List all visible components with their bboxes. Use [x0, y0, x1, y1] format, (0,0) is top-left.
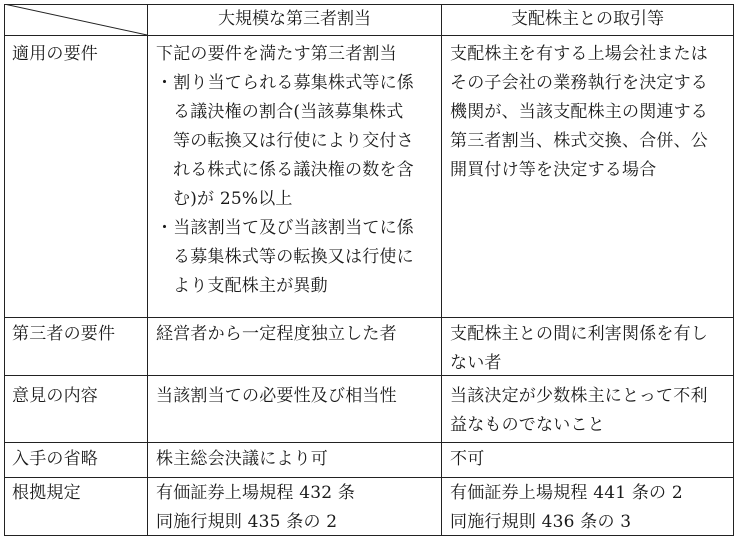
table-cell: 支配株主との間に利害関係を有し ない者: [450, 324, 708, 373]
table-cell: 有価証券上場規程 441 条の 2 同施行規則 436 条の 3: [450, 483, 683, 532]
table-cell: 経営者から一定程度独立した者: [156, 324, 397, 344]
table-cell: 当該決定が少数株主にとって不利 益なものでないこと: [450, 386, 708, 435]
row-label: 適用の要件: [12, 44, 98, 64]
table-cell: 下記の要件を満たす第三者割当 ・割り当てられる募集株式等に係 る議決権の割合(当該募集株式 等の転換又は行使により交付さ れる株式に係る議決権の数を含 む)が 25%以上 ・当該割当て及び当該割当てに係 る募集株式等の転換又は行使に より支配株主が異動: [156, 44, 414, 296]
row-divider: [4, 442, 734, 443]
table-cell: 不可: [450, 449, 485, 469]
column-divider: [441, 4, 442, 536]
table-cell: 有価証券上場規程 432 条 同施行規則 435 条の 2: [156, 483, 356, 532]
row-label: 意見の内容: [12, 386, 98, 406]
comparison-table: [4, 4, 734, 536]
table-cell: 株主総会決議により可: [156, 449, 328, 469]
row-label: 第三者の要件: [12, 324, 116, 344]
table-cell: 当該割当ての必要性及び相当性: [156, 386, 397, 406]
column-header-large-allotment: 大規模な第三者割当: [218, 9, 371, 29]
row-divider: [4, 477, 734, 478]
table-border-left: [4, 4, 5, 536]
corner-diagonal: [4, 4, 148, 36]
row-label: 入手の省略: [12, 449, 98, 469]
row-label: 根拠規定: [12, 483, 81, 503]
table-border-right: [733, 4, 734, 536]
column-divider: [147, 4, 148, 536]
row-divider: [4, 317, 734, 318]
table-cell: 支配株主を有する上場会社または その子会社の業務執行を決定する 機関が、当該支配株主の関連する 第三者割当、株式交換、合併、公 開買付け等を決定する場合: [450, 44, 708, 180]
column-header-controlling-shareholder: 支配株主との取引等: [511, 9, 664, 29]
